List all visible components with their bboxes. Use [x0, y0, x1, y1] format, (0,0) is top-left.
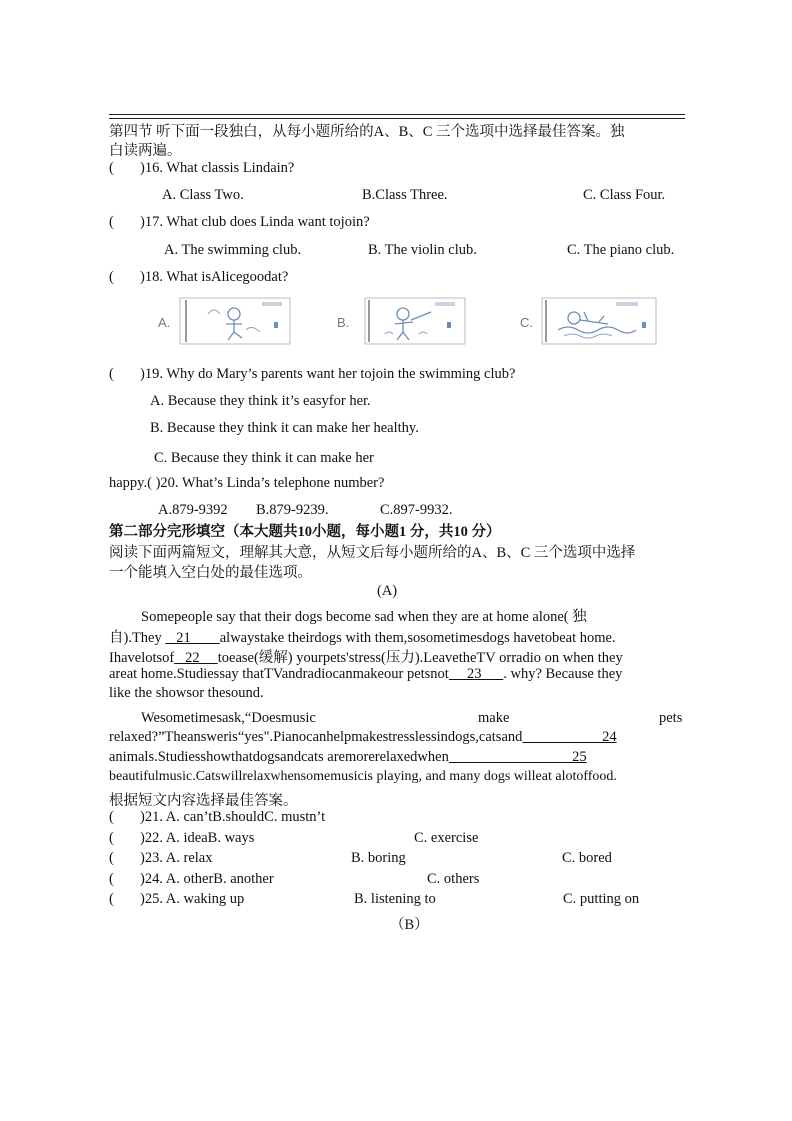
q25-option-c: C. putting on: [563, 891, 640, 907]
q21-options: )21. A. can’tB.shouldC. mustn’t: [140, 809, 326, 825]
q16-option-b: B.Class Three.: [362, 187, 448, 203]
passage-a-p2-line2: [109, 729, 617, 746]
q25-option-b: B. listening to: [354, 891, 436, 907]
q16-paren: (: [109, 160, 114, 176]
q16-option-a: A. Class Two.: [162, 187, 244, 203]
section4-heading-cont: 白读两遍。: [109, 143, 182, 159]
passage-a-instruction: 根据短文内容选择最佳答案。: [109, 793, 298, 809]
q18-picture-c: [518, 294, 668, 348]
q17-option-c: C. The piano club.: [567, 242, 675, 258]
q19-option-c: C. Because they think it can make her: [154, 450, 374, 466]
q17-option-a: A. The swimming club.: [164, 242, 302, 258]
q25-options: )25. A. waking up: [140, 891, 245, 907]
q17-stem: )17. What club does Linda want tojoin?: [140, 214, 370, 230]
q22-paren: (: [109, 830, 114, 846]
q18-stem: )18. What isAlicegoodat?: [140, 269, 289, 285]
text-segment: toease(缓解) yourpets'stress(压力).LeavetheTV orradio on when they: [217, 650, 623, 666]
q18-picture-b: [335, 294, 485, 348]
q20-stem: happy.( )20. What’s Linda’s telephone number?: [109, 475, 385, 491]
q20-option-a: A.879-9392: [158, 502, 228, 518]
q23-option-c: C. bored: [562, 850, 612, 866]
passage-a-p2-line3: [109, 749, 587, 766]
part2-heading: 第二部分完形填空（本大题共10小题，每小题1 分，共10 分）: [109, 524, 501, 540]
blank-22: 22: [174, 650, 218, 666]
q18-paren: (: [109, 269, 114, 285]
passage-a-p2-line4: beautifulmusic.Catswillrelaxwhensomemusicis playing, and many dogs willeat alotoffood.: [109, 769, 617, 784]
q24-paren: (: [109, 871, 114, 887]
text-segment: 自).They: [109, 630, 166, 646]
q19-stem: )19. Why do Mary’s parents want her tojoin the swimming club?: [140, 366, 516, 382]
q20-option-b: B.879-9239.: [256, 502, 329, 518]
passage-a-p1-line2: [109, 626, 616, 647]
q17-paren: (: [109, 214, 114, 230]
q24-option-c: C. others: [427, 871, 480, 887]
q22-option-c: C. exercise: [414, 830, 479, 846]
q18-picture-a: [150, 294, 300, 348]
q21-paren: (: [109, 809, 114, 825]
q19-option-a: A. Because they think it’s easyfor her.: [150, 393, 371, 409]
blank-24: 24: [522, 729, 617, 745]
blank-21: 21: [165, 630, 220, 646]
q18-label-a: A.: [158, 315, 171, 330]
q24-options: )24. A. otherB. another: [140, 871, 274, 887]
q22-options: )22. A. ideaB. ways: [140, 830, 255, 846]
passage-a-p1-line1: Somepeople say that their dogs become sad when they are at home alone( 独: [141, 609, 587, 625]
passage-a-p2-line1-b: make: [478, 710, 510, 726]
q23-option-b: B. boring: [351, 850, 406, 866]
q25-paren: (: [109, 891, 114, 907]
q16-option-c: C. Class Four.: [583, 187, 666, 203]
passage-a-p2-line1-a: Wesometimesask,“Doesmusic: [141, 710, 316, 726]
top-rule-2: [109, 118, 685, 119]
q19-option-b: B. Because they think it can make her healthy.: [150, 420, 419, 436]
passage-a-p1-line5: like the showsor thesound.: [109, 685, 264, 701]
q16-stem: )16. What classis Lindain?: [140, 160, 295, 176]
passage-b-label: （B）: [390, 917, 429, 933]
part2-intro: 阅读下面两篇短文，理解其大意，从短文后每小题所给的A、B、C 三个选项中选择: [109, 545, 636, 561]
top-rule: [109, 114, 685, 115]
text-segment: relaxed?”Theansweris“yes".Pianocanhelpmakestresslessindogs,catsand: [109, 729, 523, 745]
q23-options: )23. A. relax: [140, 850, 213, 866]
q17-option-b: B. The violin club.: [368, 242, 477, 258]
text-segment: Ihavelotsof: [109, 650, 175, 666]
q18-label-b: B.: [337, 315, 350, 330]
text-segment: alwaystake theirdogs with them,sosometimesdogs havetobeat home.: [219, 630, 616, 646]
q19-paren: (: [109, 366, 114, 382]
q20-option-c: C.897-9932.: [380, 502, 453, 518]
text-segment: areat home.Studiessay thatTVandradiocanmakeour petsnot: [109, 666, 449, 682]
blank-23: 23: [448, 666, 504, 682]
q18-label-c: C.: [520, 315, 533, 330]
part2-intro-cont: 一个能填入空白处的最佳选项。: [109, 565, 312, 581]
passage-a-p1-line4: [109, 666, 622, 683]
text-segment: animals.Studiesshowthatdogsandcats aremorerelaxedwhen: [109, 749, 449, 765]
passage-a-p2-line1-c: pets: [659, 710, 683, 726]
section4-heading: 第四节 听下面一段独白，从每小题所给的A、B、C 三个选项中选择最佳答案。独: [109, 124, 625, 140]
q23-paren: (: [109, 850, 114, 866]
text-segment: . why? Because they: [503, 666, 623, 682]
blank-25: 25: [448, 749, 587, 765]
passage-a-p1-line3: [109, 646, 623, 667]
passage-a-label: (A): [377, 583, 398, 599]
